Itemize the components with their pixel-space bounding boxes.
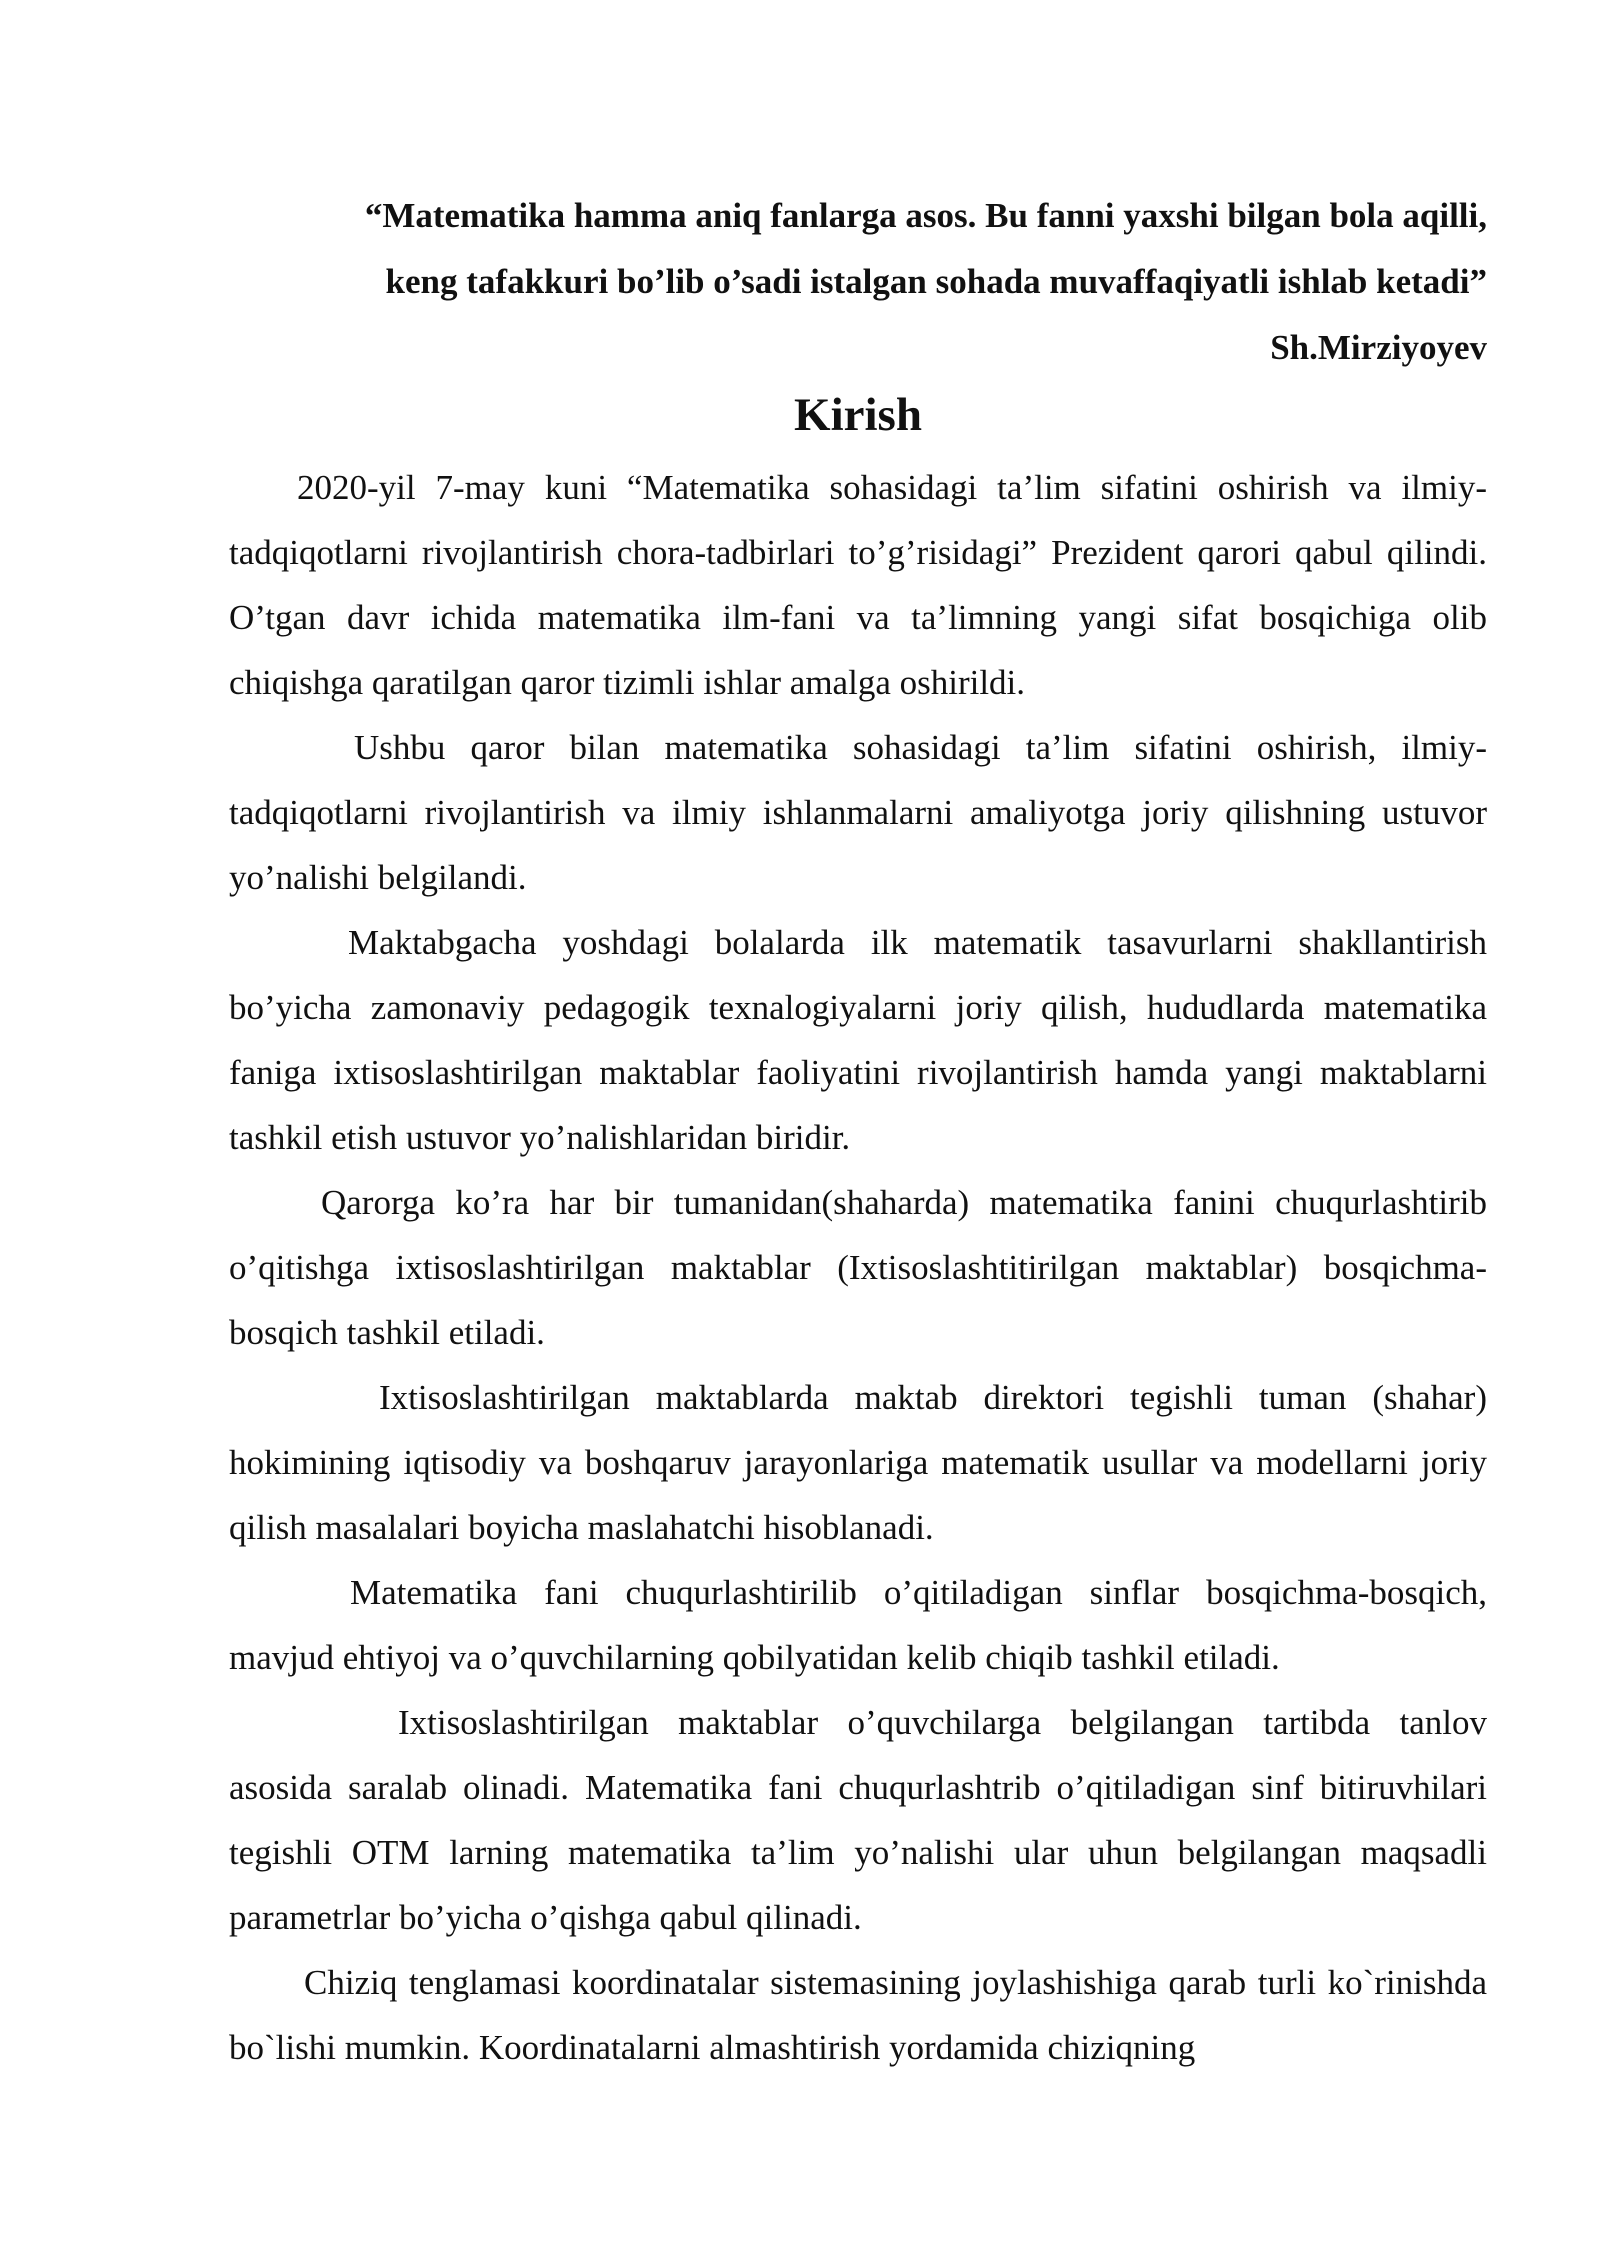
epigraph-line-1: “Matematika hamma aniq fanlarga asos. Bu fanni yaxshi bilgan bola aqilli, xyxy=(364,196,1487,235)
text-column xyxy=(229,183,1487,2080)
section-heading: Kirish xyxy=(794,389,922,441)
paragraph: Ushbu qaror bilan matematika sohasidagi ta’lim sifatini oshirish, ilmiy-tadqiqotlarni rivojlantirish va ilmiy ishlanmalarni amaliyotga joriy qilishning ustuvor yo’nalishi belgilandi. xyxy=(229,728,1487,897)
paragraph: 2020-yil 7-may kuni “Matematika sohasidagi ta’lim sifatini oshirish va ilmiy-tadqiqotlarni rivojlantirish chora-tadbirlari to’g’risidagi” Prezident qarori qabul qilindi. O’tgan davr ichida matematika ilm-fani va ta’limning yangi sifat bosqichiga olib chiqishga qaratilgan qaror tizimli ishlar amalga oshirildi. xyxy=(229,468,1487,702)
paragraph: Ixtisoslashtirilgan maktablar o’quvchilarga belgilangan tartibda tanlov asosida saralab olinadi. Matematika fani chuqurlashtrib o’qitiladigan sinf bitiruvhilari tegishli OTM larning matematika ta’lim yo’nalishi ular uhun belgilangan maqsadli parametrlar bo’yicha o’qishga qabul qilinadi. xyxy=(229,1703,1487,1937)
paragraph: Qarorga ko’ra har bir tumanidan(shaharda) matematika fanini chuqurlashtirib o’qitishga ixtisoslashtirilgan maktablar (Ixtisoslashtitirilgan maktablar) bosqichma-bosqich tashkil etiladi. xyxy=(229,1183,1487,1352)
epigraph-line-2: keng tafakkuri bo’lib o’sadi istalgan sohada muvaffaqiyatli ishlab ketadi” xyxy=(385,262,1487,301)
paragraph: Maktabgacha yoshdagi bolalarda ilk matematik tasavurlarni shakllantirish bo’yicha zamonaviy pedagogik texnalogiyalarni joriy qilish, hududlarda matematika faniga ixtisoslashtirilgan maktablar faoliyatini rivojlantirish hamda yangi maktablarni tashkil etish ustuvor yo’nalishlaridan biridir. xyxy=(229,923,1487,1157)
paragraph: Matematika fani chuqurlashtirilib o’qitiladigan sinflar bosqichma-bosqich, mavjud ehtiyoj va o’quvchilarning qobilyatidan kelib chiqib tashkil etiladi. xyxy=(229,1573,1487,1677)
paragraph: Chiziq tenglamasi koordinatalar sistemasining joylashishiga qarab turli ko`rinishda bo`lishi mumkin. Koordinatalarni almashtirish yordamida chiziqning xyxy=(229,1963,1487,2067)
paragraph: Ixtisoslashtirilgan maktablarda maktab direktori tegishli tuman (shahar) hokimining iqtisodiy va boshqaruv jarayonlariga matematik usullar va modellarni joriy qilish masalalari boyicha maslahatchi hisoblanadi. xyxy=(229,1378,1487,1547)
epigraph xyxy=(229,183,1487,381)
epigraph-author: Sh.Mirziyoyev xyxy=(1270,328,1487,367)
